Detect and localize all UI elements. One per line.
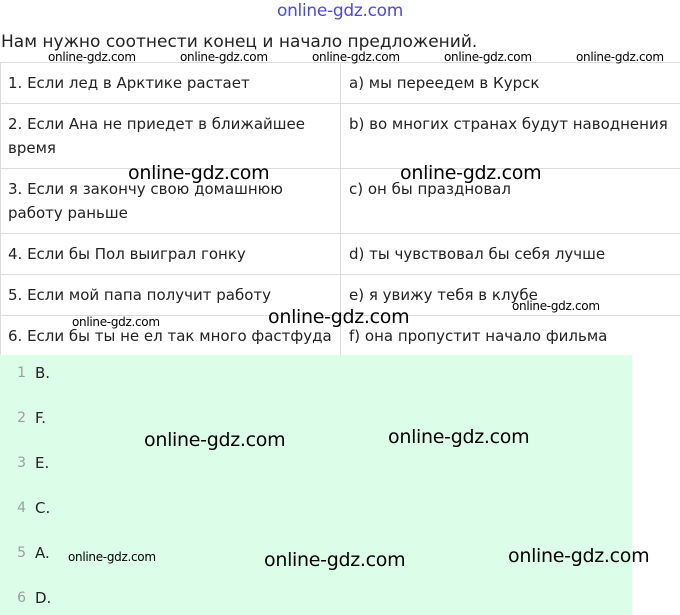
table-row bbox=[1, 169, 680, 234]
sentence-beginning: 1. Если лед в Арктике растает bbox=[1, 63, 341, 104]
sentence-ending: d) ты чувствовал бы себя лучше bbox=[341, 234, 680, 275]
site-logo[interactable]: online-gdz.com bbox=[276, 1, 403, 21]
watermark: online-gdz.com bbox=[508, 545, 650, 567]
line-number: 3 bbox=[17, 455, 26, 471]
watermark: online-gdz.com bbox=[444, 50, 532, 64]
answer-block bbox=[0, 355, 632, 615]
watermark: online-gdz.com bbox=[68, 550, 156, 564]
sentence-beginning: 4. Если бы Пол выиграл гонку bbox=[1, 234, 341, 275]
answer-text: C. bbox=[35, 499, 51, 517]
watermark: online-gdz.com bbox=[48, 50, 136, 64]
watermark: online-gdz.com bbox=[388, 426, 530, 448]
watermark: online-gdz.com bbox=[268, 306, 410, 328]
sentence-beginning: 6. Если бы ты не ел так много фастфуда bbox=[1, 316, 341, 357]
sentence-beginning: 5. Если мой папа получит работу bbox=[1, 275, 341, 316]
watermark: online-gdz.com bbox=[128, 162, 270, 184]
watermark: online-gdz.com bbox=[180, 50, 268, 64]
watermark: online-gdz.com bbox=[144, 429, 286, 451]
sentence-ending: b) во многих странах будут наводнения bbox=[341, 104, 680, 169]
table-row bbox=[1, 63, 680, 104]
answer-line bbox=[0, 496, 50, 520]
line-number: 2 bbox=[17, 410, 26, 426]
watermark: online-gdz.com bbox=[312, 50, 400, 64]
task-title: Нам нужно соотнести конец и начало предложений. bbox=[1, 32, 478, 52]
answer-text: A. bbox=[35, 544, 50, 562]
line-number: 4 bbox=[17, 500, 26, 516]
sentence-beginning: 2. Если Ана не приедет в ближайшее время bbox=[1, 104, 341, 169]
watermark: online-gdz.com bbox=[512, 299, 600, 313]
table-row bbox=[1, 104, 680, 169]
watermark: online-gdz.com bbox=[264, 549, 406, 571]
sentence-ending: a) мы переедем в Курск bbox=[341, 63, 680, 104]
table-row bbox=[1, 234, 680, 275]
answer-line bbox=[0, 451, 49, 475]
watermark: online-gdz.com bbox=[72, 315, 160, 329]
answer-text: F. bbox=[35, 409, 46, 427]
answer-line bbox=[0, 541, 50, 565]
sentence-ending: f) она пропустит начало фильма bbox=[341, 316, 680, 357]
watermark: online-gdz.com bbox=[576, 50, 664, 64]
line-number: 5 bbox=[17, 545, 26, 561]
answer-line bbox=[0, 361, 50, 385]
answer-text: D. bbox=[35, 589, 52, 607]
sentence-ending: c) он бы праздновал bbox=[341, 169, 680, 234]
line-number: 6 bbox=[17, 590, 26, 606]
answer-line bbox=[0, 406, 46, 430]
answer-text: B. bbox=[35, 364, 51, 382]
sentence-ending: e) я увижу тебя в клубе bbox=[341, 275, 680, 316]
answer-line bbox=[0, 586, 51, 610]
watermark: online-gdz.com bbox=[400, 162, 542, 184]
sentence-beginning: 3. Если я закончу свою домашнюю работу раньше bbox=[1, 169, 341, 234]
answer-text: E. bbox=[35, 454, 50, 472]
line-number: 1 bbox=[17, 365, 26, 381]
